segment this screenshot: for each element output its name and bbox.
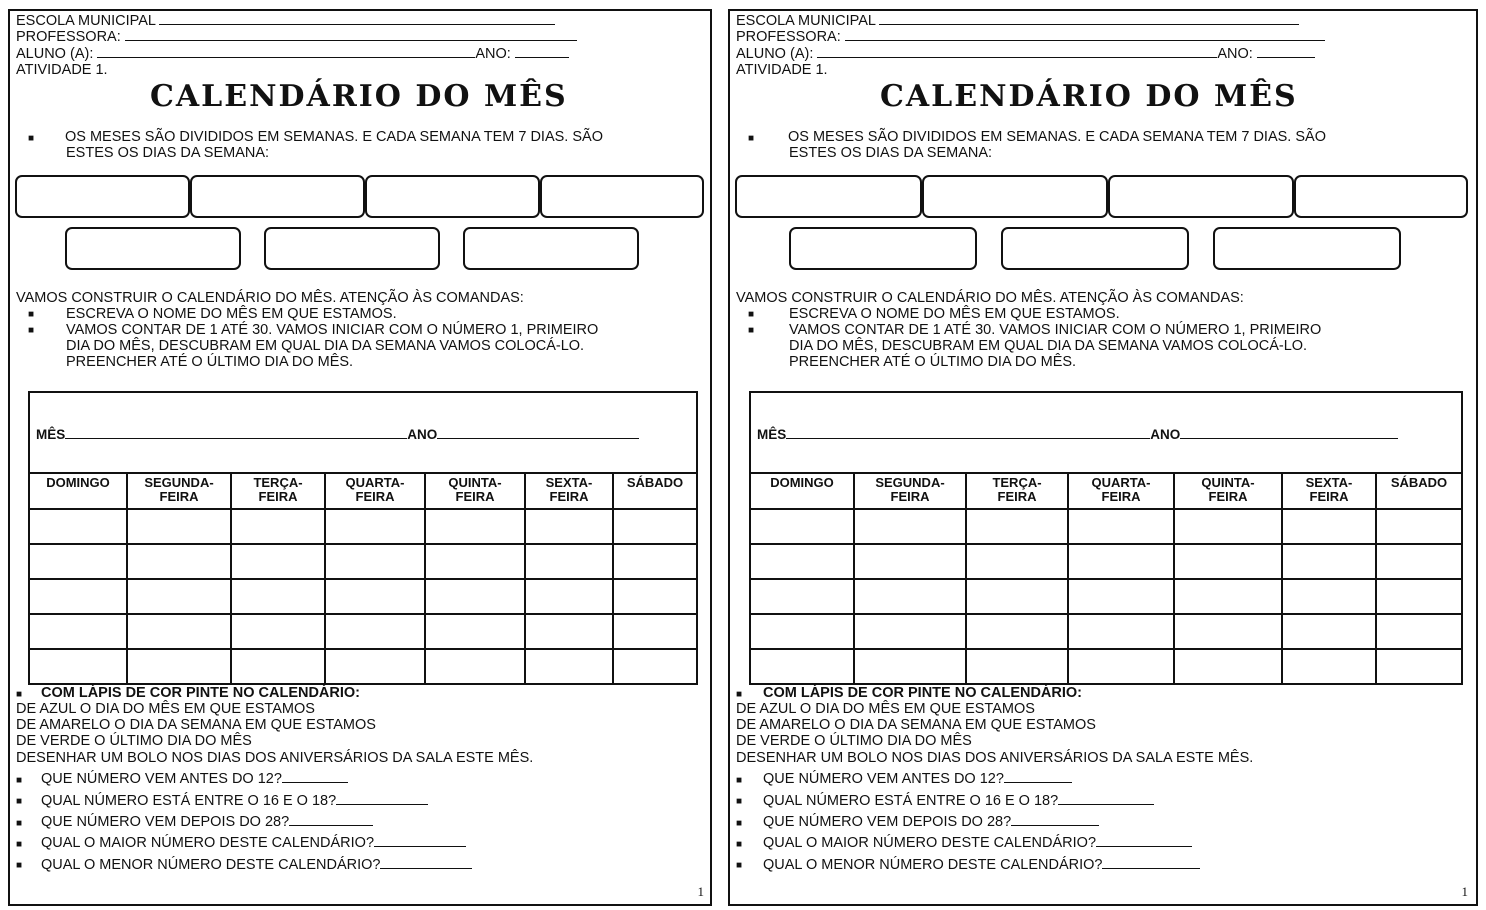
instructions-heading: VAMOS CONSTRUIR O CALENDÁRIO DO MÊS. ATENÇÃO ÀS COMANDAS: <box>16 290 524 306</box>
color-heading: COM LÁPIS DE COR PINTE NO CALENDÁRIO: <box>763 685 1083 701</box>
weekday-box-2[interactable] <box>922 175 1108 218</box>
color-green: DE VERDE O ÚLTIMO DIA DO MÊS <box>736 733 972 749</box>
question-5: QUAL O MENOR NÚMERO DESTE CALENDÁRIO? <box>763 857 1200 873</box>
calendar-month-year: MÊS ANO <box>757 427 1398 442</box>
day-header-tuesday: TERÇA- FEIRA <box>231 473 325 509</box>
cake-instruction: DESENHAR UM BOLO NOS DIAS DOS ANIVERSÁRIOS DA SALA ESTE MÊS. <box>736 750 1254 766</box>
calendar-week-row <box>30 614 696 649</box>
school-line: ESCOLA MUNICIPAL <box>736 13 1299 29</box>
page-title: CALENDÁRIO DO MÊS <box>880 79 1298 114</box>
calendar-week-row <box>751 544 1461 579</box>
question-4: QUAL O MAIOR NÚMERO DESTE CALENDÁRIO? <box>763 835 1192 851</box>
question-2: QUAL NÚMERO ESTÁ ENTRE O 16 E O 18? <box>763 793 1154 809</box>
weekday-box-5[interactable] <box>65 227 241 270</box>
teacher-line: PROFESSORA: <box>736 29 1325 45</box>
calendar-grid <box>749 391 1463 685</box>
intro-line-2: ESTES OS DIAS DA SEMANA: <box>66 145 270 161</box>
color-blue: DE AZUL O DIA DO MÊS EM QUE ESTAMOS <box>16 701 315 717</box>
weekday-box-7[interactable] <box>463 227 639 270</box>
question-5: QUAL O MENOR NÚMERO DESTE CALENDÁRIO? <box>41 857 472 873</box>
page-title: CALENDÁRIO DO MÊS <box>150 79 568 114</box>
day-header-tuesday: TERÇA- FEIRA <box>966 473 1068 509</box>
calendar-week-row <box>751 614 1461 649</box>
weekday-box-1[interactable] <box>735 175 922 218</box>
instruction-item-2-line-3: PREENCHER ATÉ O ÚLTIMO DIA DO MÊS. <box>789 354 1077 370</box>
day-header-wednesday: QUARTA- FEIRA <box>1068 473 1174 509</box>
instruction-item-2-line-3: PREENCHER ATÉ O ÚLTIMO DIA DO MÊS. <box>66 354 354 370</box>
calendar-week-row <box>30 649 696 683</box>
calendar-week-row <box>30 544 696 579</box>
question-4: QUAL O MAIOR NÚMERO DESTE CALENDÁRIO? <box>41 835 466 851</box>
day-header-sunday: DOMINGO <box>751 473 854 509</box>
calendar-week-row <box>30 509 696 544</box>
color-heading: COM LÁPIS DE COR PINTE NO CALENDÁRIO: <box>41 685 361 701</box>
calendar-week-row <box>751 509 1461 544</box>
question-1: QUE NÚMERO VEM ANTES DO 12? <box>763 771 1072 787</box>
color-yellow: DE AMARELO O DIA DA SEMANA EM QUE ESTAMOS <box>16 717 376 733</box>
activity-label: ATIVIDADE 1. <box>736 62 828 78</box>
question-2: QUAL NÚMERO ESTÁ ENTRE O 16 E O 18? <box>41 793 428 809</box>
worksheet-left: ESCOLA MUNICIPAL PROFESSORA: ALUNO (A): ANO: ATIVIDADE 1. CALENDÁRIO DO MÊS ■ OS MESES SÃO DIVIDIDOS EM SEMANAS. E CADA SEMANA TEM 7 DIAS. SÃO ESTES OS DIAS DA SEMANA: VAMOS CONSTRUIR O CALENDÁRIO DO MÊS. ATENÇÃO ÀS COMANDAS: ■ ESCREVA O NOME DO MÊS EM QUE ESTAMOS. ■ VAMOS CONTAR DE 1 ATÉ 30. VAMOS INICIAR COM O NÚMERO 1, PRIMEIRO DIA DO MÊS, DESCUBRAM EM QUAL DIA DA SEMANA VAMOS COLOCÁ-LO. PREENCHER ATÉ O ÚLTIMO DIA DO MÊS. MÊS ANO DOMINGO SEGUNDA- FEIRA TERÇA- FEIRA QUARTA- FEIRA QUINTA- FEIRA SEXTA- FEIRA SÁBADO ■ COM LÁPIS DE COR PINTE NO CALENDÁRIO: DE AZUL O DIA DO MÊS EM QUE ESTAMOS DE AMARELO O DIA DA SEMANA EM QUE ESTAMOS DE VERDE O ÚLTIMO DIA DO MÊS DESENHAR UM BOLO NOS DIAS DOS ANIVERSÁRIOS DA SALA ESTE MÊS. ■ QUE NÚMERO VEM ANTES DO 12? ■ QUAL NÚMERO ESTÁ ENTRE O 16 E O 18? ■ QUE NÚMERO VEM DEPOIS DO 28? ■ QUAL O MAIOR NÚMERO DESTE CALENDÁRIO? ■ QUAL O MENOR NÚMERO DESTE CALENDÁRIO? 1 <box>8 9 712 906</box>
weekday-box-4[interactable] <box>1294 175 1468 218</box>
student-line: ALUNO (A): ANO: <box>736 46 1315 62</box>
day-header-sunday: DOMINGO <box>30 473 127 509</box>
weekday-box-6[interactable] <box>264 227 440 270</box>
instruction-item-1: ESCREVA O NOME DO MÊS EM QUE ESTAMOS. <box>789 306 1120 322</box>
weekday-box-3[interactable] <box>1108 175 1294 218</box>
intro-line-1: OS MESES SÃO DIVIDIDOS EM SEMANAS. E CADA SEMANA TEM 7 DIAS. SÃO <box>65 129 603 145</box>
page-number: 1 <box>697 884 704 899</box>
school-line: ESCOLA MUNICIPAL <box>16 13 555 29</box>
activity-label: ATIVIDADE 1. <box>16 62 108 78</box>
day-header-saturday: SÁBADO <box>613 473 696 509</box>
worksheet-right: ESCOLA MUNICIPAL PROFESSORA: ALUNO (A): ANO: ATIVIDADE 1. CALENDÁRIO DO MÊS ■ OS MESES SÃO DIVIDIDOS EM SEMANAS. E CADA SEMANA TEM 7 DIAS. SÃO ESTES OS DIAS DA SEMANA: VAMOS CONSTRUIR O CALENDÁRIO DO MÊS. ATENÇÃO ÀS COMANDAS: ■ ESCREVA O NOME DO MÊS EM QUE ESTAMOS. ■ VAMOS CONTAR DE 1 ATÉ 30. VAMOS INICIAR COM O NÚMERO 1, PRIMEIRO DIA DO MÊS, DESCUBRAM EM QUAL DIA DA SEMANA VAMOS COLOCÁ-LO. PREENCHER ATÉ O ÚLTIMO DIA DO MÊS. MÊS ANO DOMINGO SEGUNDA- FEIRA TERÇA- FEIRA QUARTA- FEIRA QUINTA- FEIRA SEXTA- FEIRA SÁBADO ■ COM LÁPIS DE COR PINTE NO CALENDÁRIO: DE AZUL O DIA DO MÊS EM QUE ESTAMOS DE AMARELO O DIA DA SEMANA EM QUE ESTAMOS DE VERDE O ÚLTIMO DIA DO MÊS DESENHAR UM BOLO NOS DIAS DOS ANIVERSÁRIOS DA SALA ESTE MÊS. ■ QUE NÚMERO VEM ANTES DO 12? ■ QUAL NÚMERO ESTÁ ENTRE O 16 E O 18? ■ QUE NÚMERO VEM DEPOIS DO 28? ■ QUAL O MAIOR NÚMERO DESTE CALENDÁRIO? ■ QUAL O MENOR NÚMERO DESTE CALENDÁRIO? 1 <box>728 9 1478 906</box>
day-header-wednesday: QUARTA- FEIRA <box>325 473 425 509</box>
day-header-thursday: QUINTA- FEIRA <box>425 473 525 509</box>
calendar-month-year: MÊS ANO <box>36 427 639 442</box>
calendar-week-row <box>30 579 696 614</box>
instruction-item-2-line-1: VAMOS CONTAR DE 1 ATÉ 30. VAMOS INICIAR COM O NÚMERO 1, PRIMEIRO <box>66 322 599 338</box>
day-header-monday: SEGUNDA- FEIRA <box>854 473 966 509</box>
intro-line-1: OS MESES SÃO DIVIDIDOS EM SEMANAS. E CADA SEMANA TEM 7 DIAS. SÃO <box>788 129 1326 145</box>
instruction-item-2-line-2: DIA DO MÊS, DESCUBRAM EM QUAL DIA DA SEMANA VAMOS COLOCÁ-LO. <box>66 338 585 354</box>
question-3: QUE NÚMERO VEM DEPOIS DO 28? <box>763 814 1099 830</box>
weekday-box-6[interactable] <box>1001 227 1189 270</box>
cake-instruction: DESENHAR UM BOLO NOS DIAS DOS ANIVERSÁRIOS DA SALA ESTE MÊS. <box>16 750 534 766</box>
day-header-friday: SEXTA- FEIRA <box>1282 473 1376 509</box>
intro-line-2: ESTES OS DIAS DA SEMANA: <box>789 145 993 161</box>
question-1: QUE NÚMERO VEM ANTES DO 12? <box>41 771 348 787</box>
day-header-saturday: SÁBADO <box>1376 473 1461 509</box>
instructions-heading: VAMOS CONSTRUIR O CALENDÁRIO DO MÊS. ATENÇÃO ÀS COMANDAS: <box>736 290 1244 306</box>
calendar-week-row <box>751 649 1461 683</box>
page-number: 1 <box>1461 884 1468 899</box>
instruction-item-2-line-1: VAMOS CONTAR DE 1 ATÉ 30. VAMOS INICIAR COM O NÚMERO 1, PRIMEIRO <box>789 322 1322 338</box>
weekday-box-3[interactable] <box>365 175 540 218</box>
calendar-grid <box>28 391 698 685</box>
day-header-friday: SEXTA- FEIRA <box>525 473 613 509</box>
instruction-item-2-line-2: DIA DO MÊS, DESCUBRAM EM QUAL DIA DA SEMANA VAMOS COLOCÁ-LO. <box>789 338 1308 354</box>
weekday-box-7[interactable] <box>1213 227 1401 270</box>
day-header-monday: SEGUNDA- FEIRA <box>127 473 231 509</box>
color-green: DE VERDE O ÚLTIMO DIA DO MÊS <box>16 733 252 749</box>
calendar-week-row <box>751 579 1461 614</box>
question-3: QUE NÚMERO VEM DEPOIS DO 28? <box>41 814 373 830</box>
day-header-thursday: QUINTA- FEIRA <box>1174 473 1282 509</box>
student-line: ALUNO (A): ANO: <box>16 46 569 62</box>
color-blue: DE AZUL O DIA DO MÊS EM QUE ESTAMOS <box>736 701 1035 717</box>
weekday-box-5[interactable] <box>789 227 977 270</box>
weekday-box-1[interactable] <box>15 175 190 218</box>
instruction-item-1: ESCREVA O NOME DO MÊS EM QUE ESTAMOS. <box>66 306 397 322</box>
teacher-line: PROFESSORA: <box>16 29 577 45</box>
color-yellow: DE AMARELO O DIA DA SEMANA EM QUE ESTAMOS <box>736 717 1096 733</box>
weekday-box-2[interactable] <box>190 175 365 218</box>
weekday-box-4[interactable] <box>540 175 704 218</box>
